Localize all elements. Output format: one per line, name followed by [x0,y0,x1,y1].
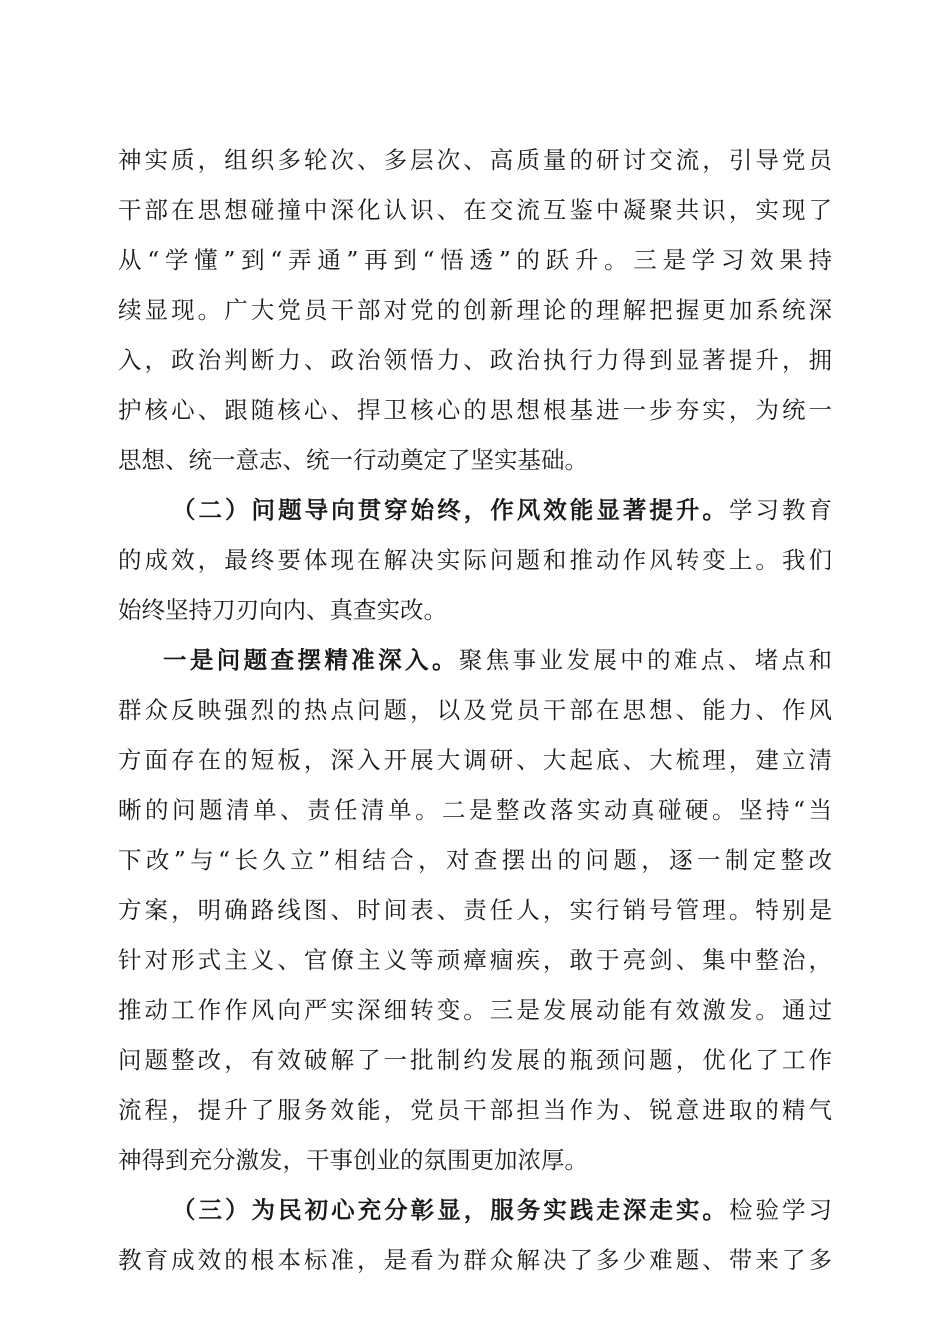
text-line: 方面存在的短板，深入开展大调研、大起底、大梳理，建立清 [118,746,832,774]
text-line: 始终坚持刀刃向内、真查实改。 [118,596,447,624]
text-line: 入，政治判断力、政治领悟力、政治执行力得到显著提升，拥 [118,346,832,374]
section-heading: （三）为民初心充分彰显，服务实践走深走实。 [172,1196,729,1224]
text-line: 护核心、跟随核心、捍卫核心的思想根基进一步夯实，为统一 [118,396,832,424]
text-run: 学习教育 [728,496,832,524]
text-line: 方案，明确路线图、时间表、责任人，实行销号管理。特别是 [118,896,832,924]
text-line: 教育成效的根本标准，是看为群众解决了多少难题、带来了多 [118,1246,832,1274]
section-heading-line [172,490,832,530]
text-line: 的成效，最终要体现在解决实际问题和推动作风转变上。我们 [118,546,832,574]
subheading-line [163,640,832,680]
text-line: 续显现。广大党员干部对党的创新理论的理解把握更加系统深 [118,296,832,324]
text-line: 思想、统一意志、统一行动奠定了坚实基础。 [118,446,588,474]
text-line: 针对形式主义、官僚主义等顽瘴痼疾，敢于亮剑、集中整治， [118,946,832,974]
text-line: 晰的问题清单、责任清单。二是整改落实动真碰硬。坚持“当 [118,796,832,824]
text-line: 推动工作作风向严实深细转变。三是发展动能有效激发。通过 [118,996,832,1024]
text-line: 神得到充分激发，干事创业的氛围更加浓厚。 [118,1146,588,1174]
section-heading: （二）问题导向贯穿始终，作风效能显著提升。 [172,496,729,524]
text-line: 群众反映强烈的热点问题，以及党员干部在思想、能力、作风 [118,696,832,724]
text-line: 从“学懂”到“弄通”再到“悟透”的跃升。三是学习效果持 [118,246,832,274]
text-run: 检验学习 [728,1196,832,1224]
text-line: 干部在思想碰撞中深化认识、在交流互鉴中凝聚共识，实现了 [118,196,832,224]
subheading: 一是问题查摆精准深入。 [163,646,459,674]
section-heading-line [172,1190,832,1230]
text-line: 神实质，组织多轮次、多层次、高质量的研讨交流，引导党员 [118,146,832,174]
text-line: 下改”与“长久立”相结合，对查摆出的问题，逐一制定整改 [118,846,832,874]
text-line: 流程，提升了服务效能，党员干部担当作为、锐意进取的精气 [118,1096,832,1124]
text-line: 问题整改，有效破解了一批制约发展的瓶颈问题，优化了工作 [118,1046,832,1074]
text-run: 聚焦事业发展中的难点、堵点和 [458,646,833,674]
